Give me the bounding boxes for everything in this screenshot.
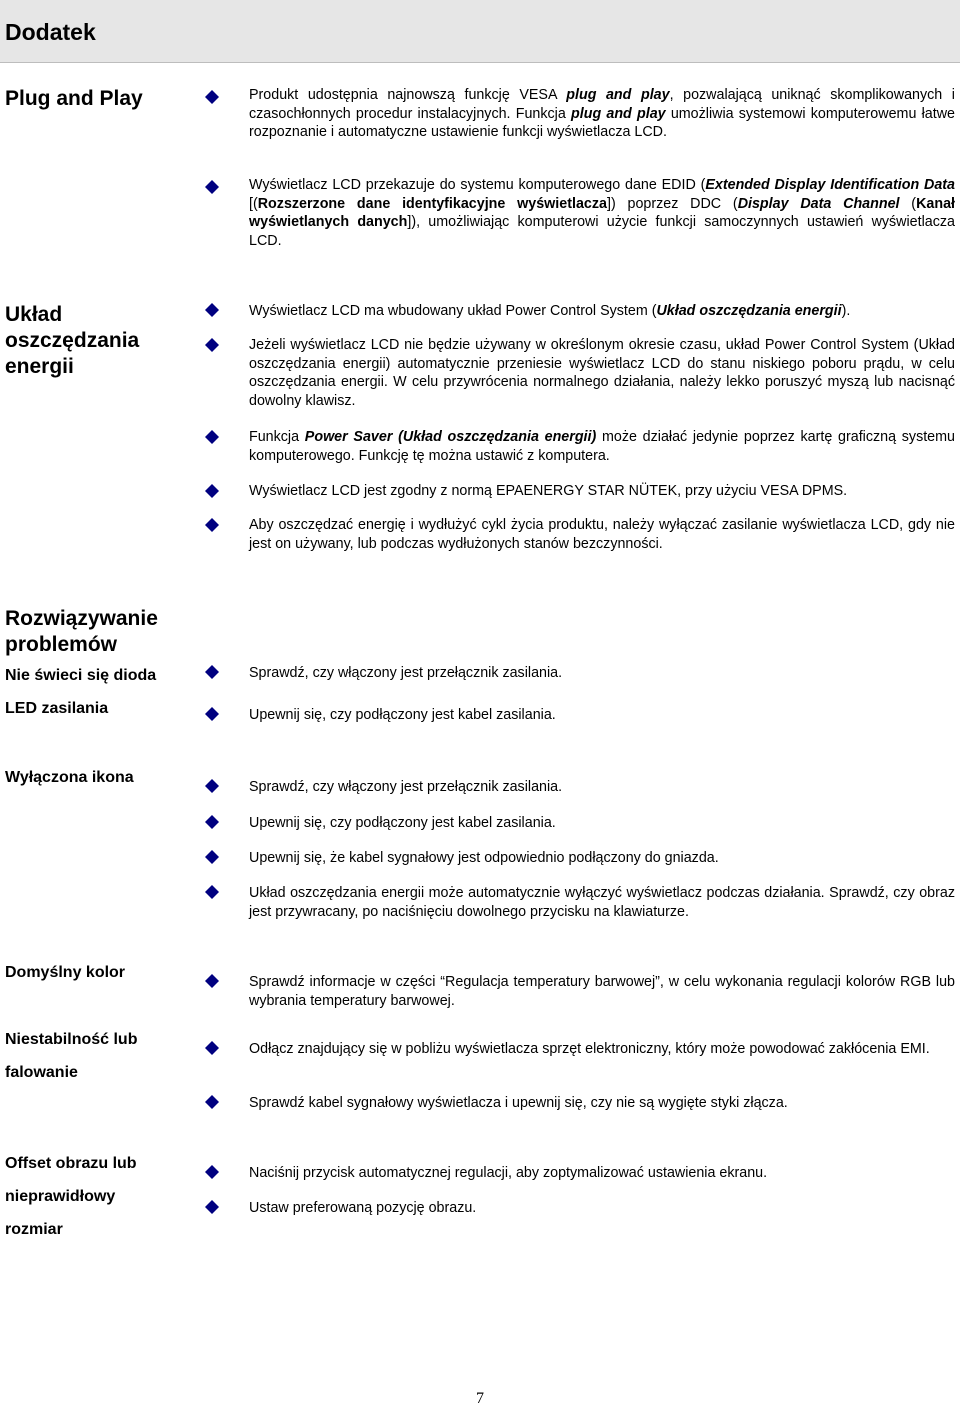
diamond-bullet-icon [205, 1095, 219, 1109]
problem-label-image-offset: Offset obrazu lub nieprawidłowy rozmiar [5, 1155, 137, 1238]
diamond-bullet-icon [205, 815, 219, 829]
problem-label-icon-off: Wyłączona ikona [5, 769, 134, 786]
bullet-plug-1: Produkt udostępnia najnowszą funkcję VESA plug and play, pozwalającą uniknąć skomplikowanych i czasochłonnych procedur instalacyjnych. Funkcja plug and play umożliwia systemowi komputerowemu łatwe rozpoznanie i automatyczne ustawienie funkcji wyświetlacza LCD. [249, 87, 955, 140]
problem-label-instability: Niestabilność lub falowanie [5, 1031, 138, 1081]
bullet-trouble-3-1: Sprawdź informacje w części “Regulacja temperatury barwowej”, w celu wykonania regulacji kolorów RGB lub wybrania temperatury barwowej. [249, 974, 955, 1009]
problem-label-power-led: Nie świeci się dioda LED zasilania [5, 667, 157, 717]
section-title-power-saving: Układ oszczędzania energii [5, 303, 140, 378]
bullet-power-3: Funkcja Power Saver (Układ oszczędzania energii) może działać jedynie poprzez kartę graficzną systemu komputerowego. Funkcję tę można ustawić z komputera. [249, 429, 955, 464]
diamond-bullet-icon [205, 180, 219, 194]
page-title: Dodatek [5, 19, 96, 45]
diamond-bullet-icon [205, 974, 219, 988]
problem-label-default-color: Domyślny kolor [5, 964, 126, 981]
diamond-bullet-icon [205, 484, 219, 498]
bullet-trouble-2-2: Upewnij się, czy podłączony jest kabel zasilania. [249, 815, 556, 831]
diamond-bullet-icon [205, 303, 219, 317]
diamond-bullet-icon [205, 1041, 219, 1055]
page-header [0, 0, 960, 63]
diamond-bullet-icon [205, 90, 219, 104]
diamond-bullet-icon [205, 1165, 219, 1179]
diamond-bullet-icon [205, 518, 219, 532]
diamond-bullet-icon [205, 885, 219, 899]
bullet-trouble-2-4: Układ oszczędzania energii może automatycznie wyłączyć wyświetlacz podczas działania. Sprawdź, czy obraz jest przywracany, po naciśnięciu dowolnego przycisku na klawiaturze. [249, 885, 955, 920]
bullet-trouble-2-3: Upewnij się, że kabel sygnałowy jest odpowiednio podłączony do gniazda. [249, 850, 719, 866]
bullet-trouble-5-2: Ustaw preferowaną pozycję obrazu. [249, 1200, 477, 1216]
diamond-bullet-icon [205, 850, 219, 864]
bullet-trouble-4-1: Odłącz znajdujący się w pobliżu wyświetlacza sprzęt elektroniczny, który może powodować zakłócenia EMI. [249, 1041, 930, 1057]
bullet-trouble-2-1: Sprawdź, czy włączony jest przełącznik zasilania. [249, 779, 563, 795]
diamond-bullet-icon [205, 707, 219, 721]
bullet-trouble-1-2: Upewnij się, czy podłączony jest kabel zasilania. [249, 707, 556, 723]
bullet-trouble-4-2: Sprawdź kabel sygnałowy wyświetlacza i upewnij się, czy nie są wygięte styki złącza. [249, 1095, 788, 1111]
diamond-bullet-icon [205, 1200, 219, 1214]
diamond-bullet-icon [205, 338, 219, 352]
bullet-power-1: Wyświetlacz LCD ma wbudowany układ Power Control System (Układ oszczędzania energii). [249, 303, 851, 319]
bullet-power-5: Aby oszczędzać energię i wydłużyć cykl życia produktu, należy wyłączać zasilanie wyświetlacza LCD, gdy nie jest on używany, lub podczas wydłużonych stanów bezczynności. [249, 517, 955, 552]
bullet-trouble-5-1: Naciśnij przycisk automatycznej regulacji, aby zoptymalizować ustawienia ekranu. [249, 1165, 768, 1181]
diamond-bullet-icon [205, 779, 219, 793]
bullet-plug-2: Wyświetlacz LCD przekazuje do systemu komputerowego dane EDID (Extended Display Identification Data [(Rozszerzone dane identyfikacyjne wyświetlacza]) poprzez DDC (Display Data Channel (Kanał wyświetlanych danych]), umożliwiając komputerowi użycie funkcji samoczynnych ustawień wyświetlacza LCD. [249, 177, 956, 249]
section-title-troubleshooting: Rozwiązywanie problemów [5, 607, 158, 656]
diamond-bullet-icon [205, 665, 219, 679]
bullet-power-2: Jeżeli wyświetlacz LCD nie będzie używany w określonym okresie czasu, układ Power Control System (Układ oszczędzania energii) automatycznie przeniesie wyświetlacz LCD do stanu niskiego poboru prądu, w celu oszczędzania energii. W celu przywrócenia normalnego działania, należy lekko poruszyć myszą lub nacisnąć dowolny klawisz. [249, 337, 955, 409]
bullet-power-4: Wyświetlacz LCD jest zgodny z normą EPAENERGY STAR NÜTEK, przy użyciu VESA DPMS. [249, 483, 848, 499]
diamond-bullet-icon [205, 430, 219, 444]
bullet-trouble-1-1: Sprawdź, czy włączony jest przełącznik zasilania. [249, 665, 563, 681]
section-title-plug-and-play: Plug and Play [5, 87, 143, 110]
page-number: 7 [476, 1390, 484, 1407]
